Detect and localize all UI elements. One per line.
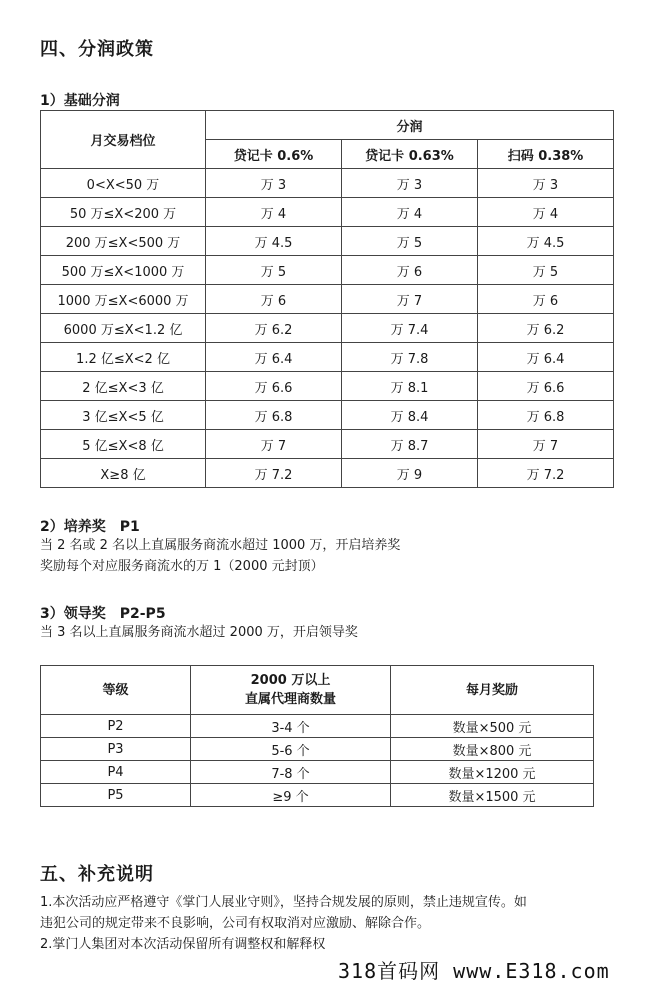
header-agent-count-line2: 直属代理商数量 [244, 692, 336, 707]
share-row-cell: 5 亿≤X<8 亿 [41, 430, 206, 459]
share-row-cell: 1.2 亿≤X<2 亿 [41, 343, 206, 372]
share-row [41, 285, 614, 314]
share-row-cell: 3 亿≤X<5 亿 [41, 401, 206, 430]
share-row-cell: 50 万≤X<200 万 [41, 198, 206, 227]
header-credit-06: 贷记卡 0.6% [206, 140, 342, 169]
share-row-cell: 万 6.2 [478, 314, 614, 343]
share-row-cell: 万 8.1 [342, 372, 478, 401]
share-row-cell: 万 8.4 [342, 401, 478, 430]
share-row [41, 459, 614, 488]
share-row [41, 227, 614, 256]
leader-row-cell: 5-6 个 [191, 738, 391, 761]
leader-row [41, 784, 594, 807]
share-row-cell: 万 8.7 [342, 430, 478, 459]
share-row [41, 401, 614, 430]
share-row-cell: X≥8 亿 [41, 459, 206, 488]
leader-row-cell: P2 [41, 715, 191, 738]
leader-row-cell: 数量×1200 元 [391, 761, 594, 784]
header-monthly-reward: 每月奖励 [391, 666, 594, 715]
share-row-cell: 万 3 [206, 169, 342, 198]
basic-share-title: 1）基础分润 [40, 93, 120, 109]
share-row-cell: 万 7.2 [206, 459, 342, 488]
training-award-title: 2）培养奖 P1 [40, 519, 140, 535]
share-row-cell: 万 6.4 [478, 343, 614, 372]
header-scan-038: 扫码 0.38% [478, 140, 614, 169]
leader-row-cell: P3 [41, 738, 191, 761]
leader-row [41, 738, 594, 761]
leader-row [41, 715, 594, 738]
share-row [41, 198, 614, 227]
basic-share-table [40, 110, 614, 488]
share-row-cell: 万 3 [478, 169, 614, 198]
leader-award-title: 3）领导奖 P2-P5 [40, 606, 166, 622]
share-row [41, 343, 614, 372]
share-row-cell: 万 9 [342, 459, 478, 488]
share-row-cell: 万 6 [342, 256, 478, 285]
leader-row-cell: P4 [41, 761, 191, 784]
supplement-line-1: 1.本次活动应严格遵守《掌门人展业守则》，坚持合规发展的原则，禁止违规宣传。如 [40, 895, 527, 910]
share-row [41, 430, 614, 459]
header-agent-count-line1: 2000 万以上 [250, 673, 331, 688]
share-row-cell: 万 5 [342, 227, 478, 256]
leader-row-cell: 数量×800 元 [391, 738, 594, 761]
leader-award-table [40, 665, 594, 807]
share-row-cell: 万 6.8 [206, 401, 342, 430]
share-row-cell: 万 6.8 [478, 401, 614, 430]
share-row-cell: 万 7 [342, 285, 478, 314]
share-row [41, 169, 614, 198]
share-row-cell: 万 7.4 [342, 314, 478, 343]
header-month-volume: 月交易档位 [41, 111, 206, 169]
supplement-line-3: 2.掌门人集团对本次活动保留所有调整权和解释权 [40, 937, 326, 952]
share-row [41, 314, 614, 343]
leader-row-cell: 7-8 个 [191, 761, 391, 784]
leader-award-line: 当 3 名以上直属服务商流水超过 2000 万，开启领导奖 [40, 625, 358, 640]
share-row-cell: 1000 万≤X<6000 万 [41, 285, 206, 314]
supplement-line-2: 违犯公司的规定带来不良影响，公司有权取消对应激励、解除合作。 [40, 916, 431, 931]
leader-row-cell: 数量×1500 元 [391, 784, 594, 807]
leader-row-cell: P5 [41, 784, 191, 807]
share-row-cell: 万 5 [478, 256, 614, 285]
share-row-cell: 万 6 [206, 285, 342, 314]
share-row-cell: 万 7 [478, 430, 614, 459]
leader-row [41, 761, 594, 784]
share-row-cell: 万 6.2 [206, 314, 342, 343]
leader-row-cell: 3-4 个 [191, 715, 391, 738]
share-row-cell: 万 7.2 [478, 459, 614, 488]
training-award-line-1: 当 2 名或 2 名以上直属服务商流水超过 1000 万，开启培养奖 [40, 538, 401, 553]
share-row-cell: 万 3 [342, 169, 478, 198]
share-row-cell: 万 6.6 [478, 372, 614, 401]
share-row-cell: 万 7.8 [342, 343, 478, 372]
header-share: 分润 [206, 111, 614, 140]
site-watermark: 318首码网 www.E318.com [338, 959, 610, 983]
section-4-title: 四、分润政策 [40, 39, 154, 60]
share-row-cell: 万 4 [342, 198, 478, 227]
share-row-cell: 500 万≤X<1000 万 [41, 256, 206, 285]
share-row-cell: 万 4 [478, 198, 614, 227]
header-level: 等级 [41, 666, 191, 715]
share-row-cell: 万 5 [206, 256, 342, 285]
share-row-cell: 6000 万≤X<1.2 亿 [41, 314, 206, 343]
share-row-cell: 万 4 [206, 198, 342, 227]
share-row-cell: 万 6.4 [206, 343, 342, 372]
training-award-line-2: 奖励每个对应服务商流水的万 1（2000 元封顶） [40, 559, 324, 574]
share-row-cell: 万 4.5 [206, 227, 342, 256]
share-row-cell: 万 7 [206, 430, 342, 459]
leader-row-cell: ≥9 个 [191, 784, 391, 807]
share-row-cell: 万 4.5 [478, 227, 614, 256]
share-row-cell: 万 6 [478, 285, 614, 314]
share-row [41, 256, 614, 285]
leader-row-cell: 数量×500 元 [391, 715, 594, 738]
share-row-cell: 2 亿≤X<3 亿 [41, 372, 206, 401]
share-row-cell: 万 6.6 [206, 372, 342, 401]
header-credit-063: 贷记卡 0.63% [342, 140, 478, 169]
share-row [41, 372, 614, 401]
section-5-title: 五、补充说明 [40, 864, 154, 885]
share-row-cell: 0<X<50 万 [41, 169, 206, 198]
header-agent-count [191, 666, 391, 715]
share-row-cell: 200 万≤X<500 万 [41, 227, 206, 256]
